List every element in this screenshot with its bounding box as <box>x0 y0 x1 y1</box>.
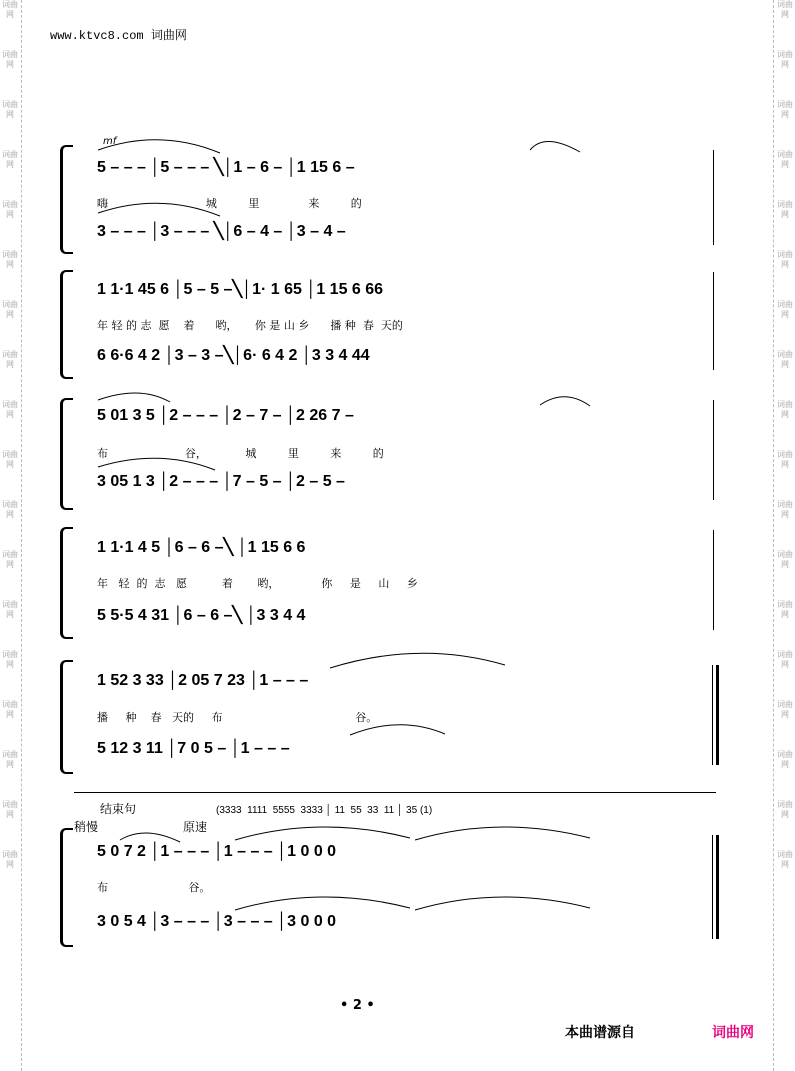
lower-voice-line: 3 0 5 4 │3 – – – │3 – – – │3 0 0 0 <box>97 913 337 930</box>
watermark-text: 词曲网 <box>2 600 18 619</box>
watermark-text: 词曲网 <box>777 400 793 419</box>
watermark-text: 词曲网 <box>2 650 18 669</box>
watermark-text: 词曲网 <box>777 200 793 219</box>
dynamic-marking: mf <box>103 136 117 147</box>
final-barline <box>712 835 719 939</box>
lower-voice-line: 5 12 3 11 │7 0 5 – │1 – – – <box>97 740 290 757</box>
left-watermark-column <box>2 0 18 1071</box>
right-watermark-column <box>777 0 793 1071</box>
watermark-text: 词曲网 <box>2 350 18 369</box>
lyrics-line: 播 种 春 天的 布 谷。 <box>97 711 378 724</box>
watermark-text: 词曲网 <box>2 700 18 719</box>
watermark-text: 词曲网 <box>777 250 793 269</box>
system-brace <box>60 270 73 379</box>
system-brace <box>60 660 73 774</box>
watermark-text: 词曲网 <box>777 150 793 169</box>
watermark-text: 词曲网 <box>2 250 18 269</box>
upper-voice-line: 1 1·1 45 6 │5 – 5 –╲│1· 1 65 │1 15 6 66 <box>97 281 384 298</box>
barline <box>713 272 714 370</box>
interlude-line: (3333 1111 5555 3333 │ 11 55 33 11 │ 35 (1) <box>216 805 433 816</box>
lower-voice-line: 6 6·6 4 2 │3 – 3 –╲│6· 6 4 2 │3 3 4 44 <box>97 347 370 364</box>
site-name[interactable]: 词曲网 <box>150 28 187 42</box>
left-margin-line <box>21 0 22 1071</box>
watermark-text: 词曲网 <box>2 100 18 119</box>
upper-voice-line: 1 1·1 4 5 │6 – 6 –╲ │1 15 6 6 <box>97 539 306 556</box>
watermark-text: 词曲网 <box>2 550 18 569</box>
watermark-text: 词曲网 <box>2 850 18 869</box>
slow-label: 稍慢 <box>74 820 99 834</box>
watermark-text: 词曲网 <box>777 100 793 119</box>
watermark-text: 词曲网 <box>777 0 793 19</box>
system-brace <box>60 145 73 254</box>
lower-voice-line: 5 5·5 4 31 │6 – 6 –╲ │3 3 4 4 <box>97 607 306 624</box>
watermark-text: 词曲网 <box>2 0 18 19</box>
coda-bracket <box>74 792 716 793</box>
watermark-text: 词曲网 <box>2 300 18 319</box>
watermark-text: 词曲网 <box>777 750 793 769</box>
watermark-text: 词曲网 <box>777 500 793 519</box>
barline <box>713 150 714 245</box>
watermark-text: 词曲网 <box>777 300 793 319</box>
lyrics-line: 年 轻 的 志 愿 着 哟， 你 是 山 乡 <box>97 577 418 590</box>
lyrics-line: 嗨 城 里 来 的 <box>97 197 362 210</box>
watermark-text: 词曲网 <box>2 150 18 169</box>
barline <box>713 530 714 630</box>
watermark-text: 词曲网 <box>777 850 793 869</box>
source-text: 本曲谱源自 <box>565 1025 635 1041</box>
watermark-text: 词曲网 <box>777 450 793 469</box>
watermark-text: 词曲网 <box>777 550 793 569</box>
system-brace <box>60 828 73 947</box>
lyrics-line: 年 轻 的 志 愿 着 哟， 你 是 山 乡 播 种 春 天的 <box>97 319 403 332</box>
watermark-text: 词曲网 <box>2 800 18 819</box>
watermark-text: 词曲网 <box>777 700 793 719</box>
watermark-text: 词曲网 <box>777 650 793 669</box>
watermark-text: 词曲网 <box>777 50 793 69</box>
upper-voice-line: 5 0 7 2 │1 – – – │1 – – – │1 0 0 0 <box>97 843 337 860</box>
system-brace <box>60 398 73 510</box>
site-url[interactable]: www.ktvc8.com <box>50 29 144 43</box>
watermark-text: 词曲网 <box>2 200 18 219</box>
upper-voice-line: 1 52 3 33 │2 05 7 23 │1 – – – <box>97 672 309 689</box>
upper-voice-line: 5 01 3 5 │2 – – – │2 – 7 – │2 26 7 – <box>97 407 354 424</box>
tempo-label: 原速 <box>183 820 208 834</box>
watermark-text: 词曲网 <box>777 800 793 819</box>
ending-label: 结束句 <box>100 802 137 816</box>
barline <box>713 400 714 500</box>
lyrics-line: 布 谷。 <box>97 881 211 894</box>
lower-voice-line: 3 – – – │3 – – – ╲│6 – 4 – │3 – 4 – <box>97 223 346 240</box>
watermark-text: 词曲网 <box>2 750 18 769</box>
watermark-text: 词曲网 <box>2 450 18 469</box>
site-header[interactable] <box>50 26 187 43</box>
watermark-text: 词曲网 <box>777 350 793 369</box>
right-margin-line <box>773 0 774 1071</box>
watermark-text: 词曲网 <box>2 400 18 419</box>
page-number: • 2 • <box>340 998 375 1013</box>
watermark-text: 词曲网 <box>2 500 18 519</box>
brand-logo[interactable]: 词曲网 <box>712 1025 754 1041</box>
lower-voice-line: 3 05 1 3 │2 – – – │7 – 5 – │2 – 5 – <box>97 473 345 490</box>
watermark-text: 词曲网 <box>2 50 18 69</box>
watermark-text: 词曲网 <box>777 600 793 619</box>
upper-voice-line: 5 – – – │5 – – – ╲│1 – 6 – │1 15 6 – <box>97 159 355 176</box>
lyrics-line: 布 谷， 城 里 来 的 <box>97 447 384 460</box>
repeat-end-barline <box>712 665 719 765</box>
system-brace <box>60 527 73 639</box>
